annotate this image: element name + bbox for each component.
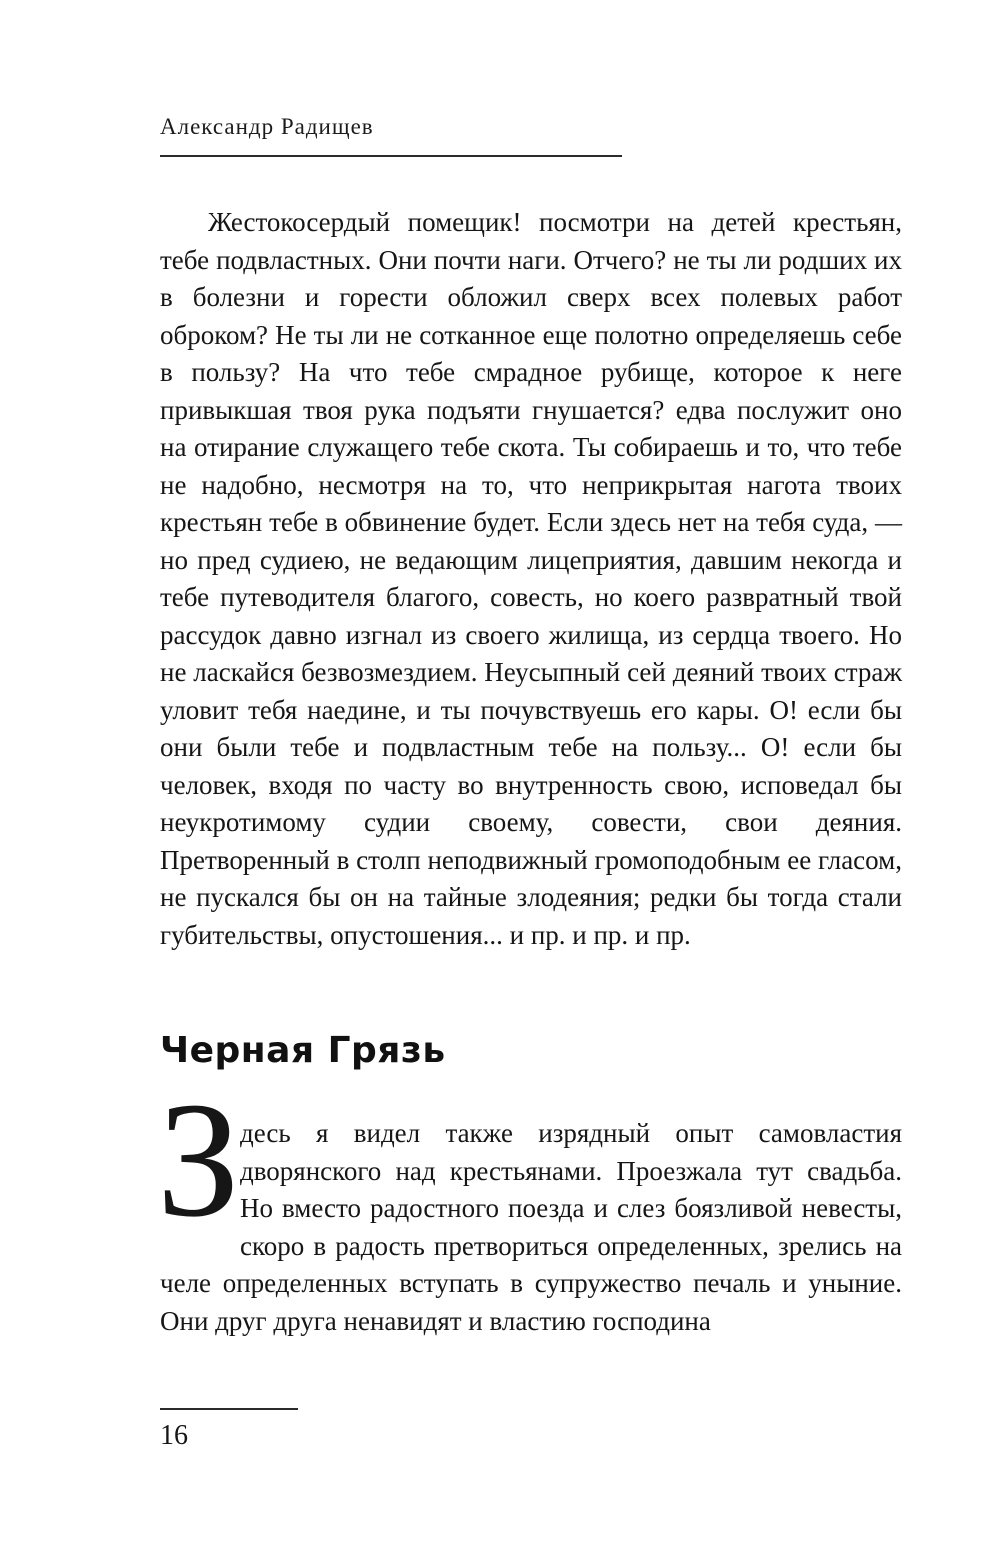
- author-name: Александр Радищев: [160, 114, 374, 139]
- running-header: [160, 114, 902, 140]
- footer-rule: [160, 1408, 298, 1410]
- drop-cap-letter: З: [157, 1068, 240, 1251]
- header-rule: [160, 155, 622, 157]
- book-page: [157, 0, 902, 1340]
- page-number: 16: [160, 1420, 188, 1451]
- paragraph-landowner: Жестокосердый помещик! посмотри на детей крестьян, тебе подвластных. Они почти наги. Отчего? не ты ли родших их в болезни и горести обложил сверх всех полевых работ оброком? Не ты ли не сотканное еще полотно определяешь себе в пользу? На что тебе смрадное рубище, которое к неге привыкшая твоя рука подъяти гнушается? едва послужит оно на отирание служащего тебе скота. Ты собираешь и то, что тебе не надобно, несмотря на то, что неприкрытая нагота твоих крестьян тебе в обвинение будет. Если здесь нет на тебя суда, — но пред судиею, не ведающим лицеприятия, давшим некогда и тебе путеводителя благого, совесть, но коего развратный твой рассудок давно изгнал из своего жилища, из сердца твоего. Но не ласкайся безвозмездием. Неусыпный сей деяний твоих страж уловит тебя наедине, и ты почувствуешь его кары. О! если бы они были тебе и подвластным тебе на пользу... О! если бы человек, входя по часту во внутренность свою, исповедал бы неукротимому судии своему, совести, свои деяния. Претворенный в столп неподвижный громоподобным ее гласом, не пускался бы он на тайные злодеяния; редки бы тогда стали губительствы, опустошения... и пр. и пр. и пр.: [160, 207, 902, 950]
- chapter-title: Черная Грязь: [160, 1030, 446, 1071]
- paragraph-chernaya-gryaz: [157, 1068, 902, 1340]
- paragraph-continuation: десь я видел также изрядный опыт самовластия дворянского над крестьянами. Проезжала тут свадьба. Но вместо радостного поезда и слез боязливой невесты, скоро в радость претвориться определенных, зрелись на челе определенных вступать в супружество печаль и уныние. Они друг друга ненавидят и властию господина: [160, 1118, 902, 1336]
